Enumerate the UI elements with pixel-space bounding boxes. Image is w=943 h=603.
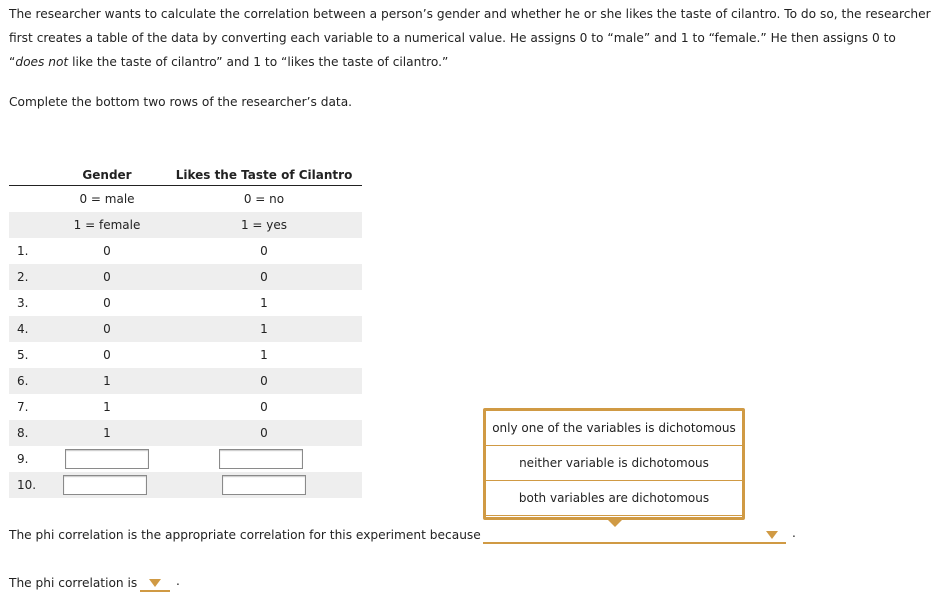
phi-value-chevron-down-icon[interactable]: [149, 579, 161, 587]
sentence-period: .: [792, 526, 796, 540]
instruction-text: Complete the bottom two rows of the researcher’s data.: [9, 95, 353, 109]
header-likes: Likes the Taste of Cilantro: [175, 168, 353, 182]
intro-italic: does not: [15, 55, 69, 69]
header-gender: Gender: [82, 168, 132, 182]
option-only-one-dichotomous[interactable]: only one of the variables is dichotomous: [486, 411, 742, 446]
dropdown-pointer-icon: [607, 519, 623, 527]
table-row: 4. 0 1: [9, 316, 362, 342]
intro-paragraph: The researcher wants to calculate the correlation between a person’s gender and whether he or she likes the taste of cilantro. To do so, the researcher first creates a table of the data by converting each variable to a numerical value. He assigns 0 to “male” and 1 to “female.” He then assigns 0 to “does not like the taste of cilantro” and 1 to “likes the taste of cilantro.”: [9, 7, 931, 69]
table-header: [9, 164, 362, 186]
phi-value-select[interactable]: [140, 590, 170, 592]
gender-input-row-10[interactable]: [63, 475, 147, 495]
reason-chevron-down-icon[interactable]: [766, 531, 778, 539]
likes-input-row-9[interactable]: [219, 449, 303, 469]
phi-is-sentence: The phi correlation is: [9, 576, 138, 590]
gender-input-row-9[interactable]: [65, 449, 149, 469]
table-row-input: 9.: [9, 446, 362, 472]
legend-row: 0 = male 0 = no: [79, 192, 285, 206]
option-both-dichotomous[interactable]: both variables are dichotomous: [486, 481, 742, 516]
likes-input-row-10[interactable]: [222, 475, 306, 495]
phi-reason-sentence: The phi correlation is the appropriate correlation for this experiment because: [9, 528, 481, 542]
legend-row: 1 = female 1 = yes: [9, 212, 362, 238]
table-row: 1. 0 0: [17, 244, 268, 258]
data-table: [9, 164, 362, 498]
table-row: 2. 0 0: [9, 264, 362, 290]
option-neither-dichotomous[interactable]: neither variable is dichotomous: [486, 446, 742, 481]
table-row: 6. 1 0: [9, 368, 362, 394]
reason-select[interactable]: [483, 542, 786, 544]
table-row-input: 10.: [9, 472, 362, 498]
table-row: 7. 1 0: [17, 400, 268, 414]
sentence-period-2: .: [176, 574, 180, 588]
table-row: 5. 0 1: [17, 348, 268, 362]
reason-dropdown-menu: [483, 408, 745, 520]
table-row: 3. 0 1: [17, 296, 268, 310]
table-row: 8. 1 0: [9, 420, 362, 446]
